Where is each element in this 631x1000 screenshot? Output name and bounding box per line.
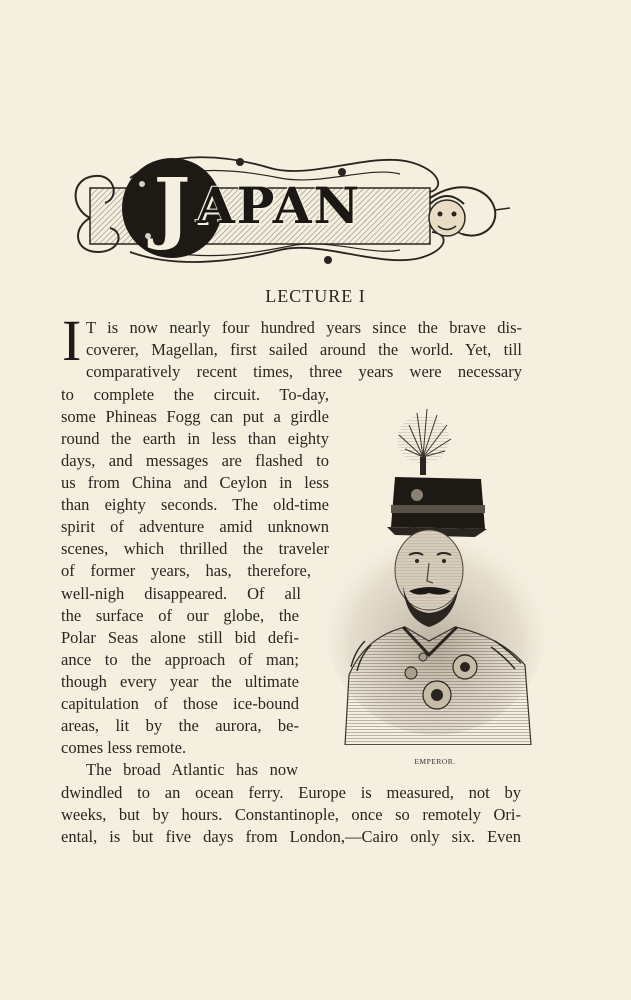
text-line: T is now nearly four hundred years since the brave dis- [86, 318, 522, 337]
text-line: days, and messages are flashed to [61, 451, 329, 470]
emperor-portrait [325, 405, 547, 745]
text-line: The broad Atlantic has now [86, 760, 298, 779]
text-line: Polar Seas alone still bid defi- [61, 628, 299, 647]
text-line: to complete the circuit. To-day, [61, 385, 329, 404]
text-line: of former years, has, therefore, [61, 561, 311, 580]
portrait-caption: EMPEROR. [414, 757, 456, 766]
text-line: ental, is but five days from London,—Cairo only six. Even [61, 827, 521, 846]
text-line: comparatively recent times, three years were necessary [86, 362, 522, 381]
text-line: comes less remote. [61, 738, 187, 757]
text-line: than eighty seconds. The old-time [61, 495, 329, 514]
text-line: well-nigh disappeared. Of all [61, 584, 301, 603]
text-line: round the earth in less than eighty [61, 429, 329, 448]
text-line: though every year the ultimate [61, 672, 299, 691]
text-line: weeks, but by hours. Constantinople, once so remotely Ori- [61, 805, 521, 824]
title-word: APAN [196, 176, 362, 235]
lecture-heading: LECTURE I [265, 286, 366, 306]
title-initial-letter: J [153, 162, 191, 253]
text-line: areas, lit by the aurora, be- [61, 716, 299, 735]
text-line: spirit of adventure amid unknown [61, 517, 329, 536]
text-line: us from China and Ceylon in less [61, 473, 329, 492]
drop-cap: I [62, 308, 82, 373]
text-line: coverer, Magellan, first sailed around the world. Yet, till [86, 340, 522, 359]
text-line: dwindled to an ocean ferry. Europe is measured, not by [61, 783, 521, 802]
text-line: scenes, which thrilled the traveler [61, 539, 329, 558]
text-line: capitulation of those ice-bound [61, 694, 299, 713]
text-line: some Phineas Fogg can put a girdle [61, 407, 329, 426]
text-line: the surface of our globe, the [61, 606, 299, 625]
text-line: ance to the approach of man; [61, 650, 299, 669]
